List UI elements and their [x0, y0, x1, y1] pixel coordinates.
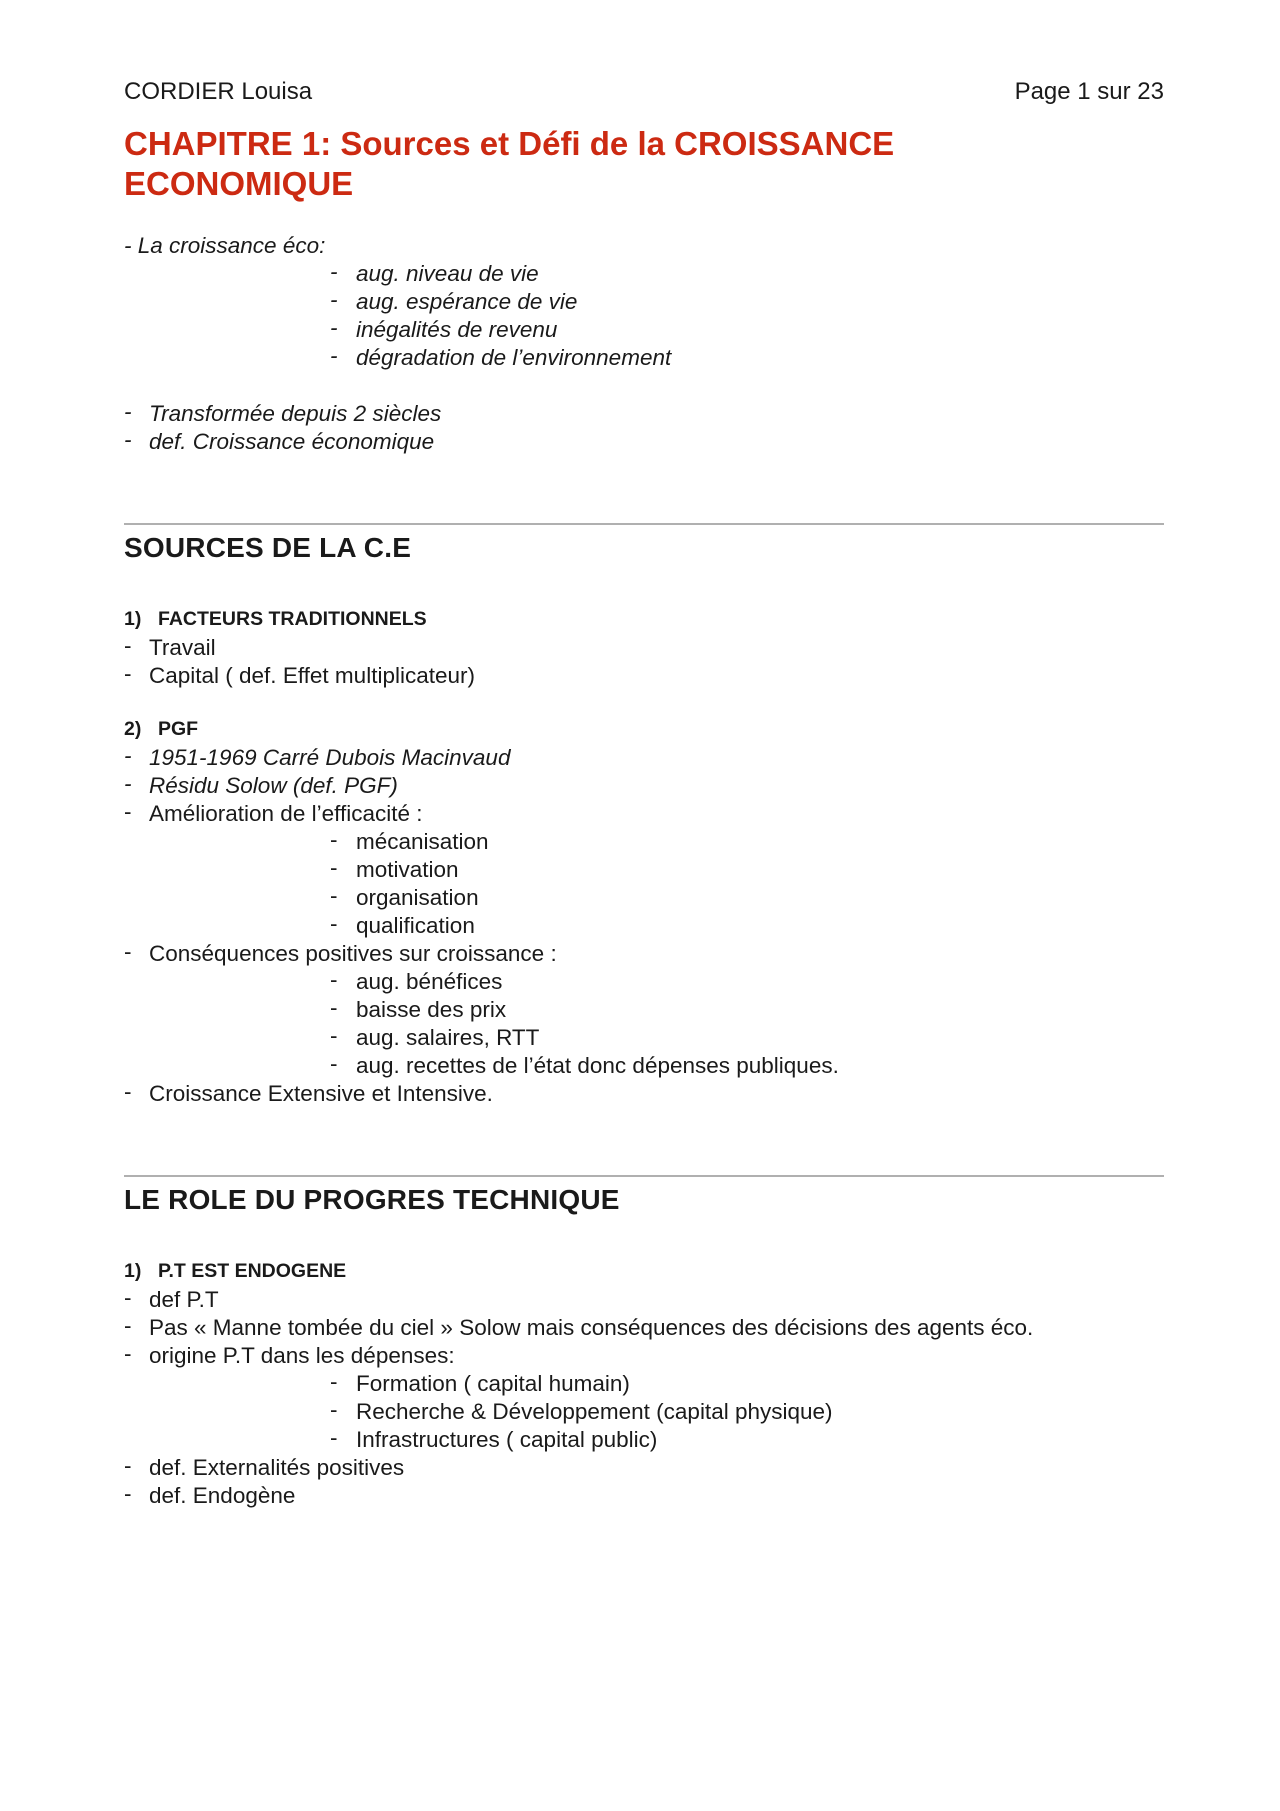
list-item: - Formation ( capital humain) — [330, 1369, 630, 1396]
chapter-title-line2: ECONOMIQUE — [124, 165, 354, 202]
list-item: - aug. salaires, RTT — [330, 1023, 540, 1050]
chapter-title — [124, 124, 894, 204]
page-header — [124, 78, 1164, 106]
subheading-facteurs: 1) FACTEURS TRADITIONNELS — [124, 608, 427, 630]
list-item: - inégalités de revenu — [330, 315, 558, 342]
list-item: - aug. niveau de vie — [330, 259, 539, 286]
list-item: - mécanisation — [330, 827, 489, 854]
list-item: - Résidu Solow (def. PGF) — [124, 771, 398, 798]
list-item: - 1951-1969 Carré Dubois Macinvaud — [124, 743, 511, 770]
list-item: - aug. bénéfices — [330, 967, 503, 994]
intro-block — [124, 232, 1164, 456]
subheading-pgf: 2) PGF — [124, 718, 199, 740]
list-item: - aug. espérance de vie — [330, 287, 578, 314]
list-item: - Amélioration de l’efficacité : — [124, 799, 423, 826]
section-title-progres: LE ROLE DU PROGRES TECHNIQUE — [124, 1184, 620, 1215]
section-divider — [124, 523, 1164, 525]
list-item: - Travail — [124, 633, 216, 660]
facteurs-list — [124, 634, 1164, 690]
subheading-endogene: 1) P.T EST ENDOGENE — [124, 1260, 347, 1282]
list-item: - origine P.T dans les dépenses: — [124, 1341, 455, 1368]
list-item: - Capital ( def. Effet multiplicateur) — [124, 661, 475, 688]
list-item: - Croissance Extensive et Intensive. — [124, 1079, 493, 1106]
list-item: - def P.T — [124, 1285, 219, 1312]
list-item: - def. Externalités positives — [124, 1453, 405, 1480]
list-item: - Infrastructures ( capital public) — [330, 1425, 658, 1452]
list-item: - qualification — [330, 911, 475, 938]
section-title-sources: SOURCES DE LA C.E — [124, 532, 412, 563]
list-item: - def. Croissance économique — [124, 427, 435, 454]
intro-lead: - La croissance éco: — [124, 233, 326, 258]
list-item: - Recherche & Développement (capital physique) — [330, 1397, 833, 1424]
list-item: - Conséquences positives sur croissance : — [124, 939, 557, 966]
list-item: - motivation — [330, 855, 459, 882]
list-item: - dégradation de l’environnement — [330, 343, 672, 370]
list-item: - def. Endogène — [124, 1481, 296, 1508]
list-item: - aug. recettes de l’état donc dépenses publiques. — [330, 1051, 839, 1078]
section-divider — [124, 1175, 1164, 1177]
list-item: - Transformée depuis 2 siècles — [124, 399, 442, 426]
page-number: Page 1 sur 23 — [1014, 78, 1164, 105]
list-item: - baisse des prix — [330, 995, 507, 1022]
document-page — [124, 0, 1164, 1811]
list-item: - Pas « Manne tombée du ciel » Solow mais conséquences des décisions des agents éco. — [124, 1313, 1034, 1340]
author-name: CORDIER Louisa — [124, 78, 313, 105]
pgf-list — [124, 744, 1164, 1108]
list-item: - organisation — [330, 883, 479, 910]
chapter-title-line1: CHAPITRE 1: Sources et Défi de la CROISSANCE — [124, 125, 895, 162]
endogene-list — [124, 1286, 1164, 1510]
